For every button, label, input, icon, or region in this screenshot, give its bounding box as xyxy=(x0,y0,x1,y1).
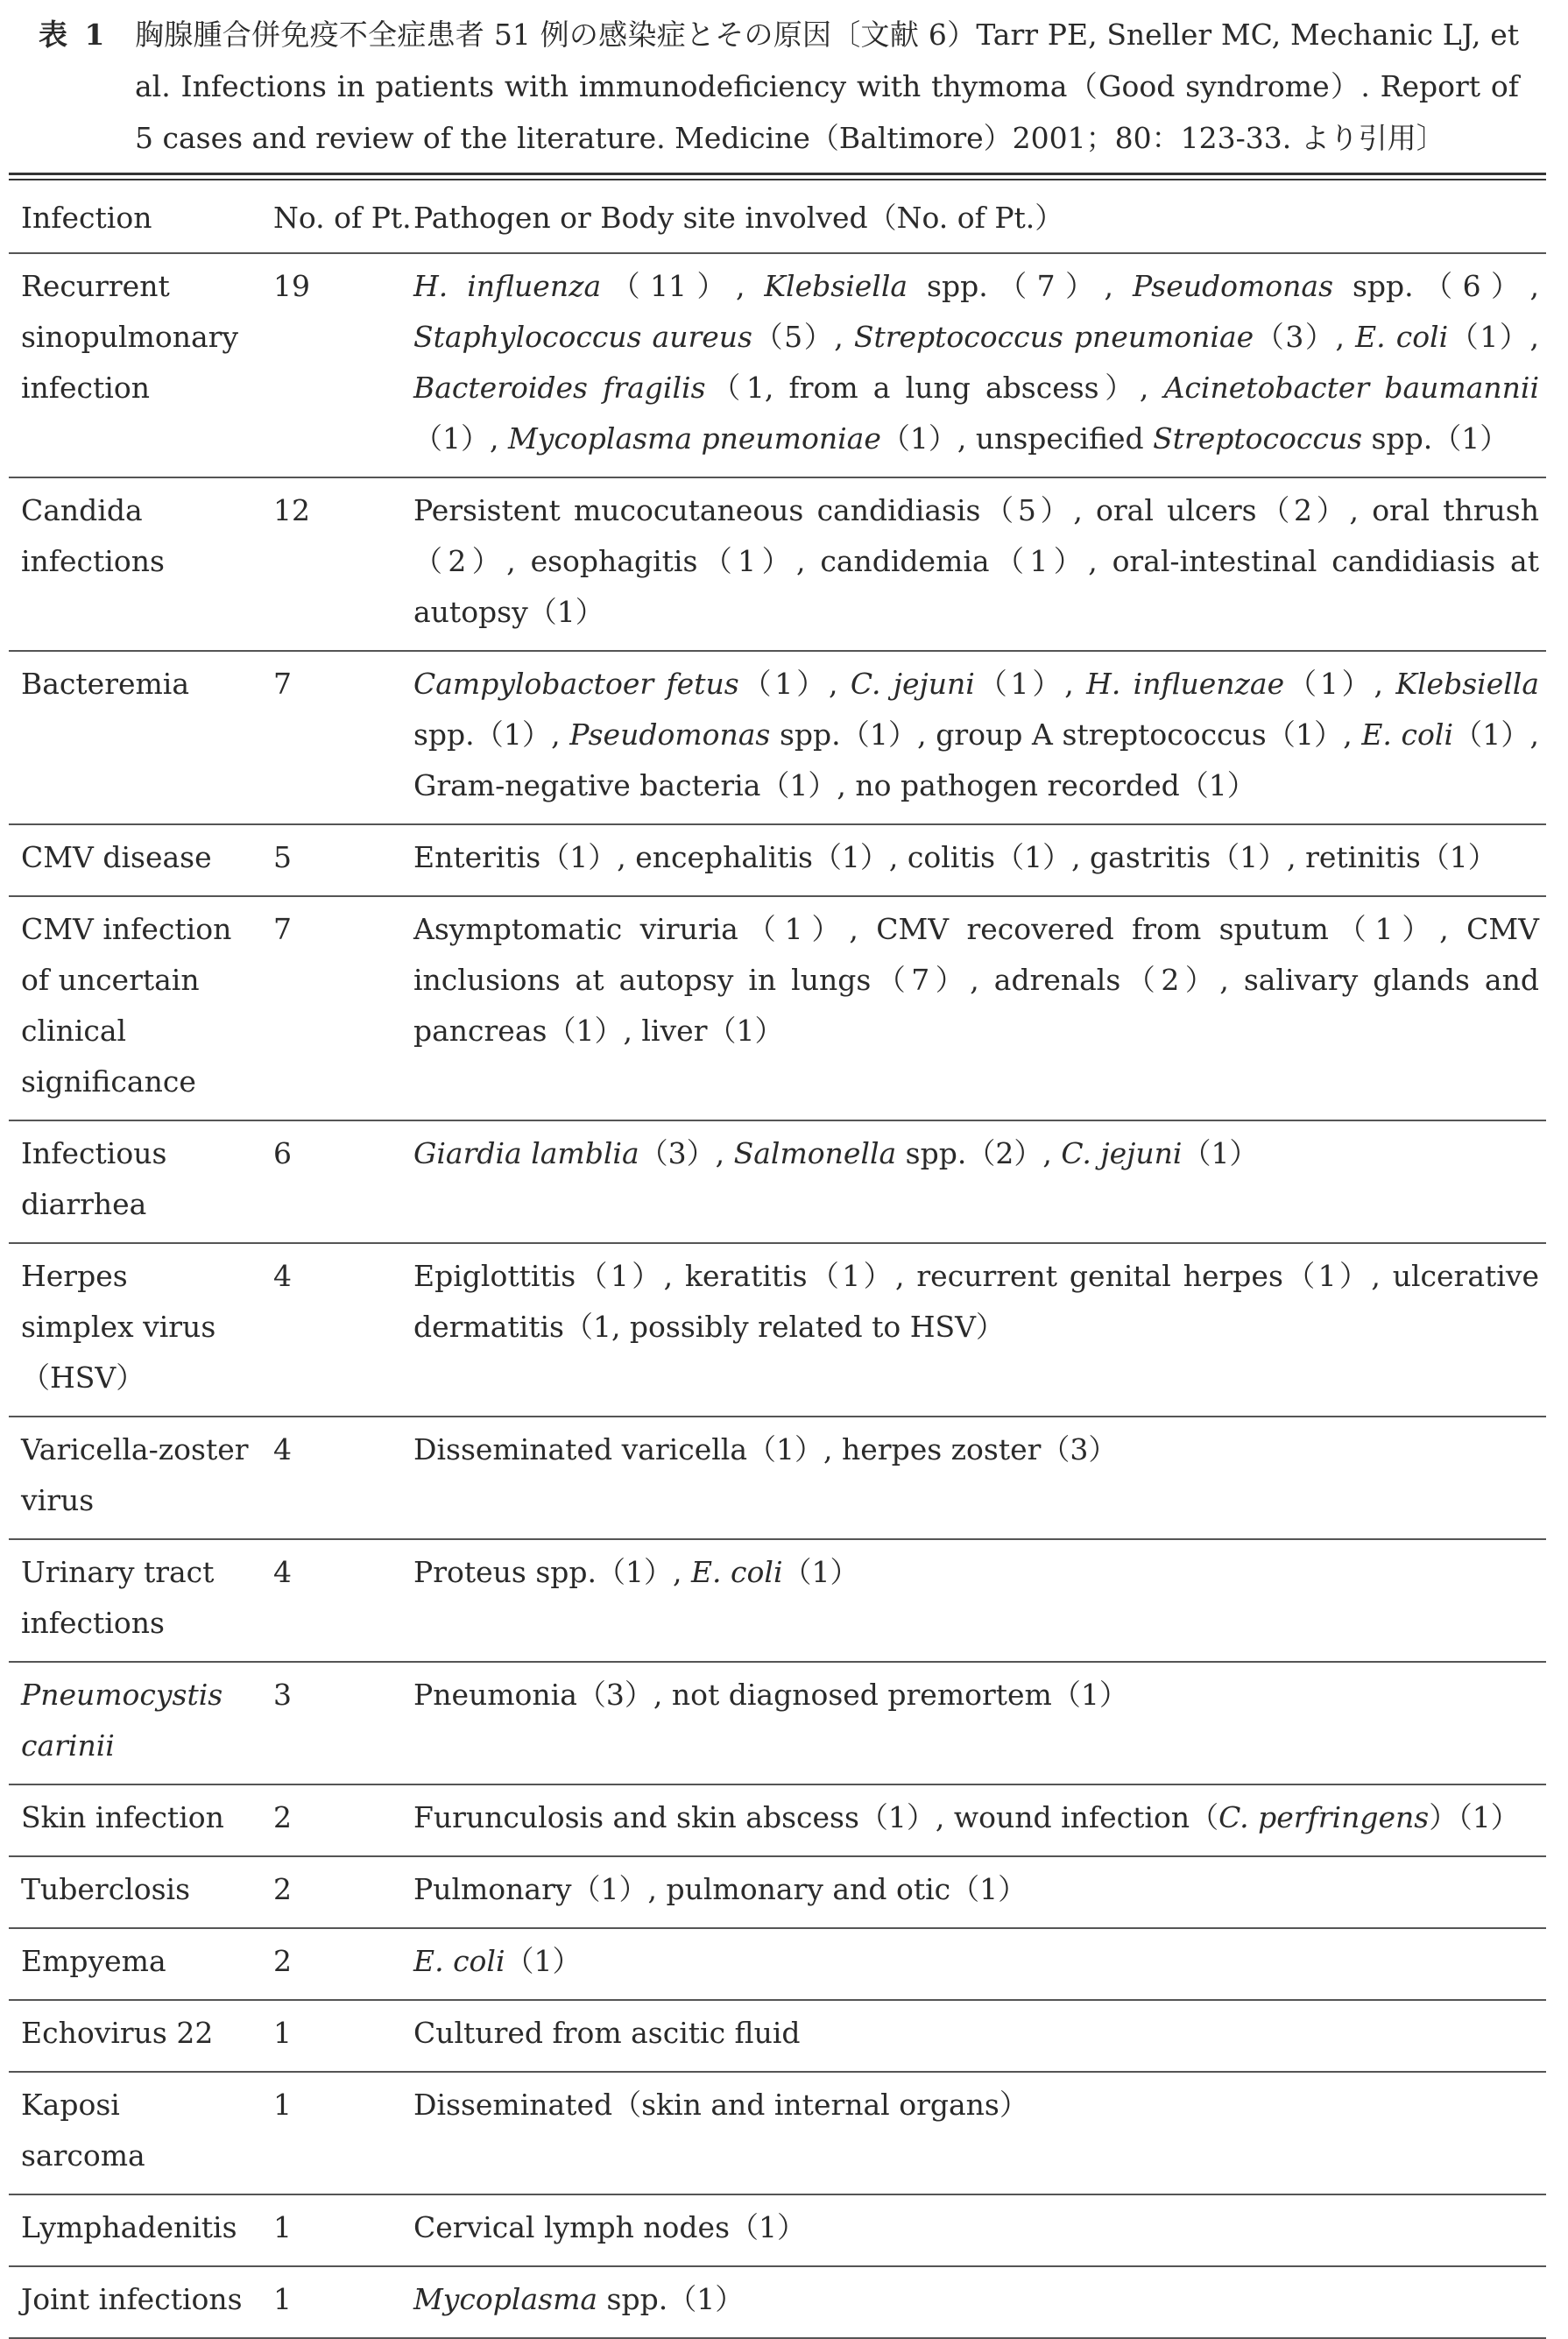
cell-count: 12 xyxy=(258,477,413,651)
infection-table xyxy=(9,184,1546,2339)
pathogen-text: Asymptomatic viruria（1）, CMV recovered from sputum（1）, CMV inclusions at autopsy in lungs（7）, adrenals（2）, salivary glands and pancreas（1）, liver（1） xyxy=(413,912,1539,1048)
cell-infection: Echovirus 22 xyxy=(9,2000,258,2072)
pathogen-name: H. influenza xyxy=(413,269,602,303)
pathogen-text: （1, from a lung abscess）, xyxy=(705,371,1164,405)
pathogen-name: Mycoplasma pneumoniae xyxy=(507,421,881,456)
cell-infection: Urinary tract infections xyxy=(9,1539,258,1662)
cell-pathogen xyxy=(413,2072,1546,2194)
pathogen-text: spp.（2）, xyxy=(896,1136,1062,1170)
cell-count: 2 xyxy=(258,1928,413,2000)
pathogen-name: Streptococcus pneumoniae xyxy=(853,320,1254,354)
table-row xyxy=(9,824,1546,896)
pathogen-text: Enteritis（1）, encephalitis（1）, colitis（1）, gastritis（1）, retinitis（1） xyxy=(413,840,1497,874)
pathogen-text: （1） xyxy=(782,1555,859,1589)
pathogen-name: C. perfringens xyxy=(1218,1800,1430,1834)
pathogen-text: （1）, unspecified xyxy=(880,421,1154,456)
pathogen-text: （11）, xyxy=(601,269,765,303)
table-row xyxy=(9,896,1546,1120)
pathogen-text: Cultured from ascitic fluid xyxy=(413,2016,801,2050)
cell-count: 2 xyxy=(258,1856,413,1928)
pathogen-name: H. influenzae xyxy=(1086,667,1285,701)
table-row xyxy=(9,2194,1546,2266)
cell-count: 1 xyxy=(258,2072,413,2194)
pathogen-text: Furunculosis and skin abscess（1）, wound infection（ xyxy=(413,1800,1219,1834)
cell-pathogen xyxy=(413,651,1546,824)
table-row xyxy=(9,1784,1546,1856)
pathogen-text: （1）, xyxy=(974,667,1087,701)
pathogen-name: Mycoplasma xyxy=(413,2282,598,2316)
pathogen-text: spp.（7）, xyxy=(908,269,1133,303)
pathogen-name: E. coli xyxy=(690,1555,783,1589)
cell-infection: Varicella-zoster virus xyxy=(9,1417,258,1539)
cell-pathogen xyxy=(413,2266,1546,2338)
pathogen-text: （1） xyxy=(505,1944,582,1978)
cell-count: 3 xyxy=(258,1662,413,1784)
cell-pathogen xyxy=(413,1662,1546,1784)
cell-count: 4 xyxy=(258,1539,413,1662)
pathogen-text: Disseminated（skin and internal organs） xyxy=(413,2088,1028,2122)
table-row xyxy=(9,1417,1546,1539)
pathogen-text: Pneumonia（3）, not diagnosed premortem（1） xyxy=(413,1678,1128,1712)
cell-infection: Skin infection xyxy=(9,1784,258,1856)
table-row xyxy=(9,1539,1546,1662)
pathogen-name: Bacteroides fragilis xyxy=(413,371,706,405)
cell-pathogen xyxy=(413,1243,1546,1417)
pathogen-text: Epiglottitis（1）, keratitis（1）, recurrent genital herpes（1）, ulcerative dermatitis（1, possibly related to HSV） xyxy=(413,1259,1539,1344)
table-caption-text: 胸腺腫合併免疫不全症患者 51 例の感染症とその原因〔文献 6）Tarr PE, Sneller MC, Mechanic LJ, et al. Infections in patients with immunodeficiency with thymoma（Good syndrome）. Report of 5 cases and review of the literature. Medicine（Baltimore）2001；80：123-33. より引用〕 xyxy=(135,18,1519,155)
cell-count: 1 xyxy=(258,2194,413,2266)
cell-pathogen xyxy=(413,1539,1546,1662)
cell-pathogen xyxy=(413,1120,1546,1243)
table-row xyxy=(9,2000,1546,2072)
header-pathogen: Pathogen or Body site involved（No. of Pt.） xyxy=(413,184,1546,253)
pathogen-text: （1）, xyxy=(413,421,508,456)
pathogen-text: （1）, Gram-negative bacteria（1）, no pathogen recorded（1） xyxy=(413,717,1539,802)
pathogen-name: Pseudomonas xyxy=(1132,269,1334,303)
cell-count: 1 xyxy=(258,2266,413,2338)
pathogen-text: Disseminated varicella（1）, herpes zoster（3） xyxy=(413,1432,1118,1466)
cell-infection: CMV disease xyxy=(9,824,258,896)
table-caption xyxy=(39,9,1519,164)
table-row xyxy=(9,2266,1546,2338)
pathogen-name: C. jejuni xyxy=(1061,1136,1183,1170)
pathogen-text: spp.（6）, xyxy=(1333,269,1539,303)
cell-infection: CMV infection of uncertain clinical significance xyxy=(9,896,258,1120)
pathogen-name: Klebsiella xyxy=(764,269,908,303)
cell-pathogen xyxy=(413,2194,1546,2266)
pathogen-name: E. coli xyxy=(413,1944,505,1978)
pathogen-name: Pseudomonas xyxy=(569,717,771,752)
pathogen-text: spp.（1）, xyxy=(413,717,570,752)
cell-pathogen xyxy=(413,1784,1546,1856)
pathogen-text: Persistent mucocutaneous candidiasis（5）, oral ulcers（2）, oral thrush（2）, esophagitis（1）, candidemia（1）, oral-intestinal candidiasis at autopsy（1） xyxy=(413,493,1539,629)
pathogen-text: （1）, xyxy=(1284,667,1396,701)
pathogen-text: （1） xyxy=(1182,1136,1259,1170)
cell-infection: Herpes simplex virus（HSV） xyxy=(9,1243,258,1417)
table-header-row xyxy=(9,184,1546,253)
pathogen-name: E. coli xyxy=(1361,717,1453,752)
cell-count: 5 xyxy=(258,824,413,896)
pathogen-text: Cervical lymph nodes（1） xyxy=(413,2210,807,2244)
table-row xyxy=(9,1243,1546,1417)
pathogen-name: Salmonella xyxy=(733,1136,897,1170)
pathogen-text: （1）, xyxy=(738,667,851,701)
cell-infection: Empyema xyxy=(9,1928,258,2000)
cell-pathogen xyxy=(413,1928,1546,2000)
cell-count: 4 xyxy=(258,1243,413,1417)
pathogen-text: spp.（1）, group A streptococcus（1）, xyxy=(770,717,1362,752)
pathogen-text: Proteus spp.（1）, xyxy=(413,1555,691,1589)
cell-pathogen xyxy=(413,1417,1546,1539)
cell-pathogen xyxy=(413,253,1546,477)
cell-pathogen xyxy=(413,477,1546,651)
cell-pathogen xyxy=(413,1856,1546,1928)
pathogen-text: Pulmonary（1）, pulmonary and otic（1） xyxy=(413,1872,1028,1906)
cell-infection: Bacteremia xyxy=(9,651,258,824)
pathogen-name: C. jejuni xyxy=(850,667,975,701)
pathogen-text: （3）, xyxy=(639,1136,734,1170)
cell-infection: Joint infections xyxy=(9,2266,258,2338)
cell-pathogen xyxy=(413,896,1546,1120)
table-row xyxy=(9,1856,1546,1928)
table-caption-label: 表 1 xyxy=(39,18,109,52)
pathogen-text: spp.（1） xyxy=(597,2282,745,2316)
cell-infection: Candida infections xyxy=(9,477,258,651)
pathogen-text: ）（1） xyxy=(1429,1800,1520,1834)
pathogen-text: spp.（1） xyxy=(1362,421,1509,456)
pathogen-text: （1）, xyxy=(1448,320,1539,354)
cell-infection: Kaposi sarcoma xyxy=(9,2072,258,2194)
cell-infection: Infectious diarrhea xyxy=(9,1120,258,1243)
cell-count: 6 xyxy=(258,1120,413,1243)
cell-count: 1 xyxy=(258,2000,413,2072)
table-row xyxy=(9,477,1546,651)
pathogen-name: Campylobactoer fetus xyxy=(413,667,739,701)
cell-infection: Lymphadenitis xyxy=(9,2194,258,2266)
table-body xyxy=(9,253,1546,2338)
table-row xyxy=(9,253,1546,477)
pathogen-text: （5）, xyxy=(752,320,854,354)
header-infection: Infection xyxy=(9,184,258,253)
cell-count: 19 xyxy=(258,253,413,477)
table-row xyxy=(9,1120,1546,1243)
cell-pathogen xyxy=(413,2000,1546,2072)
header-count: No. of Pt. xyxy=(258,184,413,253)
pathogen-name: Klebsiella xyxy=(1395,667,1540,701)
pathogen-name: Staphylococcus aureus xyxy=(413,320,752,354)
cell-count: 4 xyxy=(258,1417,413,1539)
cell-pathogen xyxy=(413,824,1546,896)
cell-infection: Tuberclosis xyxy=(9,1856,258,1928)
table-top-rule-inner xyxy=(9,179,1546,180)
pathogen-name: Streptococcus xyxy=(1153,421,1363,456)
table-row xyxy=(9,651,1546,824)
table-top-rule xyxy=(9,173,1546,175)
table-row xyxy=(9,2072,1546,2194)
pathogen-name: Acinetobacter baumannii xyxy=(1163,371,1539,405)
pathogen-name: E. coli xyxy=(1355,320,1449,354)
cell-infection: Recurrent sinopulmonary infection xyxy=(9,253,258,477)
cell-count: 2 xyxy=(258,1784,413,1856)
table-row xyxy=(9,1928,1546,2000)
pathogen-name: Giardia lamblia xyxy=(413,1136,639,1170)
cell-count: 7 xyxy=(258,896,413,1120)
table-row xyxy=(9,1662,1546,1784)
cell-infection: Pneumocystis carinii xyxy=(9,1662,258,1784)
cell-count: 7 xyxy=(258,651,413,824)
pathogen-text: （3）, xyxy=(1254,320,1356,354)
